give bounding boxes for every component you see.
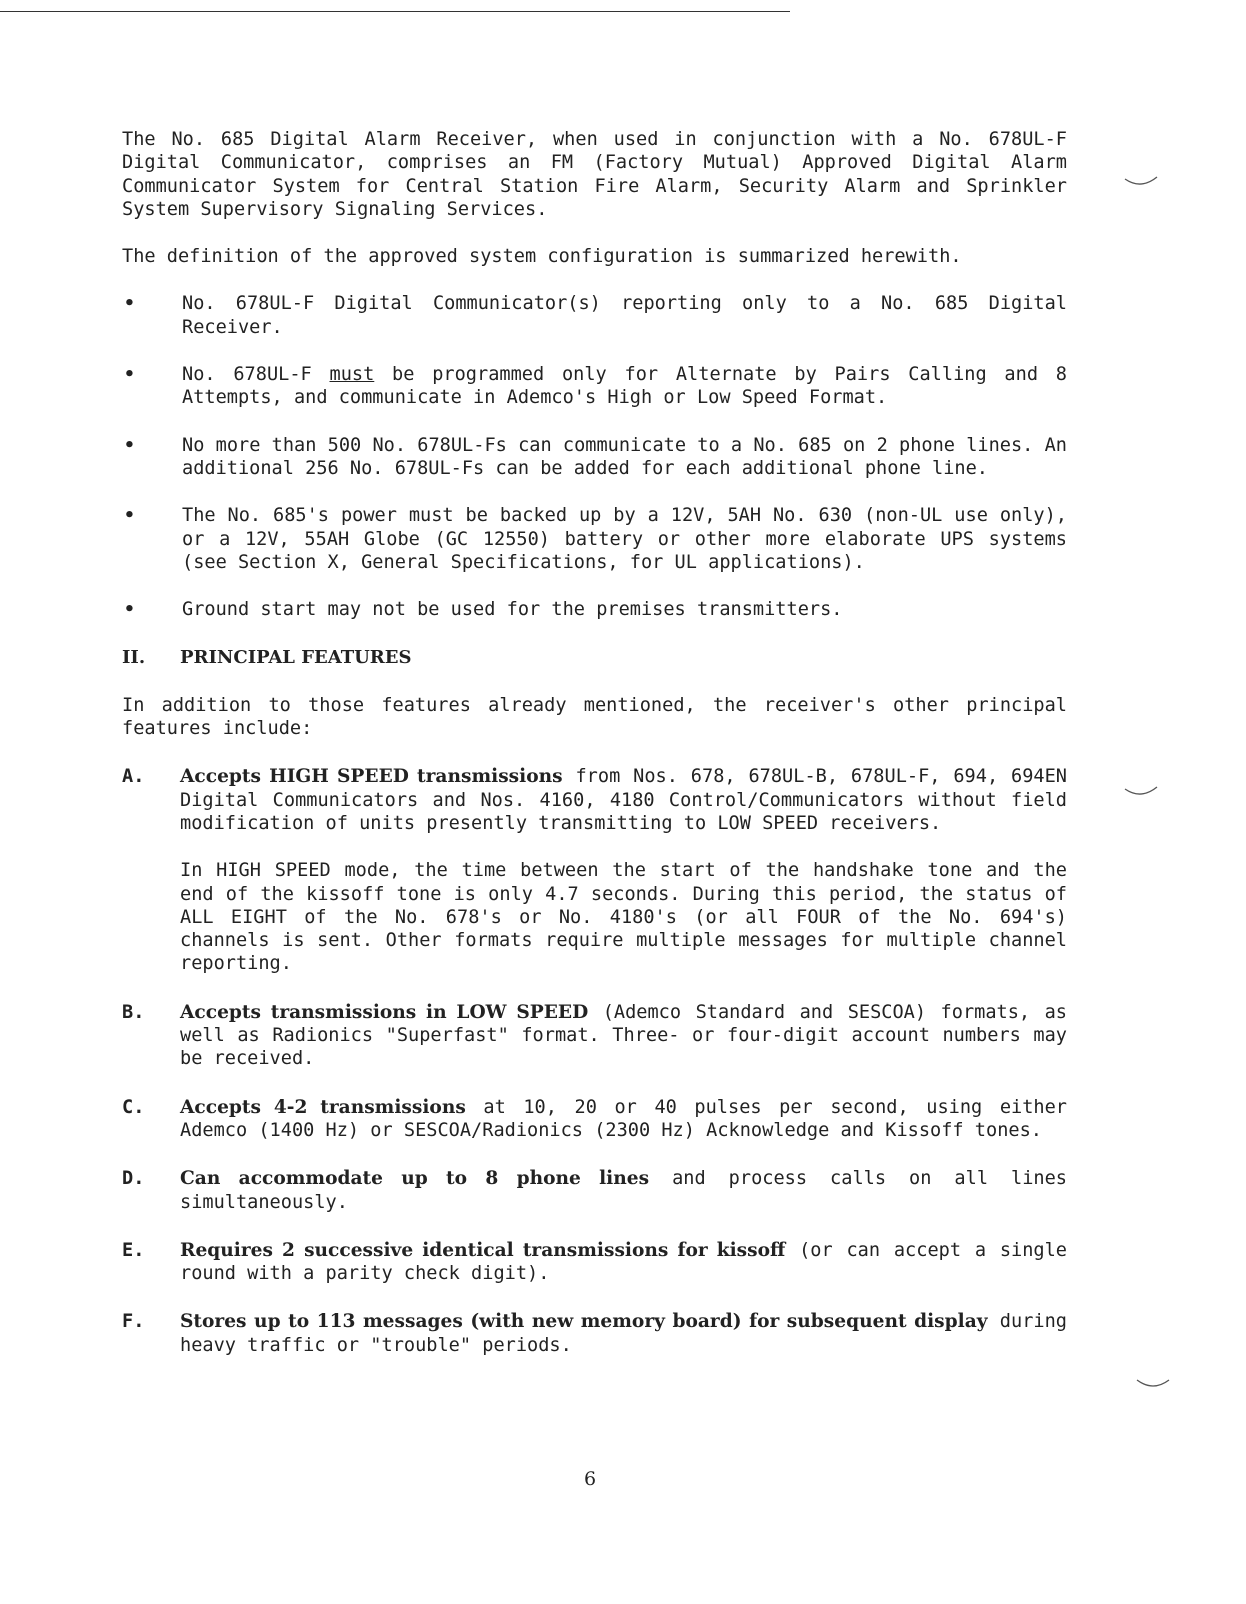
list-item xyxy=(122,363,1067,410)
bullet-icon: • xyxy=(124,293,135,315)
feature-letter: D. xyxy=(122,1168,145,1190)
bullet-text xyxy=(182,363,1067,410)
top-rule xyxy=(0,11,790,12)
feature-title: Accepts transmissions in LOW SPEED xyxy=(180,1001,589,1023)
bullet-text: No more than 500 No. 678UL-Fs can communicate to a No. 685 on 2 phone lines. An additional 256 No. 678UL-Fs can be added for each additional phone line. xyxy=(182,434,1067,479)
section-heading xyxy=(122,646,1067,669)
bullet-icon: • xyxy=(124,505,135,527)
list-item xyxy=(122,292,1067,339)
feature-text xyxy=(180,1167,1067,1214)
feature-letter: C. xyxy=(122,1096,145,1118)
bullet-text-post: be programmed only for Alternate by Pairs Calling and 8 Attempts, and communicate in Ademco's High or Low Speed Format. xyxy=(182,364,1067,409)
feature-text xyxy=(180,1096,1067,1143)
feature-title: Stores up to 113 messages (with new memory board) for subsequent display xyxy=(180,1311,988,1333)
feature-letter: E. xyxy=(122,1239,145,1261)
feature-title: Can accommodate up to 8 phone lines xyxy=(180,1168,650,1190)
definition-paragraph: The definition of the approved system configuration is summarized herewith. xyxy=(122,246,962,268)
list-item xyxy=(122,504,1067,574)
feature-detail: at 10, 20 or 40 pulses per second, using either Ademco (1400 Hz) or SESCOA/Radionics (2300 Hz) Acknowledge and Kissoff tones. xyxy=(180,1096,1067,1141)
feature-text xyxy=(180,1310,1067,1357)
emphasis-must: must xyxy=(329,364,375,386)
feature-detail: during heavy traffic or "trouble" periods. xyxy=(180,1311,1067,1356)
feature-item-f xyxy=(122,1310,1067,1357)
feature-letter: F. xyxy=(122,1311,145,1333)
feature-text xyxy=(180,765,1067,835)
section-intro: In addition to those features already mentioned, the receiver's other principal features include: xyxy=(122,694,1067,740)
feature-title: Requires 2 successive identical transmissions for kissoff xyxy=(180,1239,786,1261)
bullet-icon: • xyxy=(124,434,135,456)
feature-detail: from Nos. 678, 678UL-B, 678UL-F, 694, 694EN Digital Communicators and Nos. 4160, 4180 Control/Communicators without field modification of units presently transmitting to LOW SPEED receivers. xyxy=(180,766,1067,834)
bullet-text: Ground start may not be used for the premises transmitters. xyxy=(182,599,843,621)
feature-text xyxy=(180,1239,1067,1286)
bullet-text: The No. 685's power must be backed up by a 12V, 5AH No. 630 (non-UL use only), or a 12V, 55AH Globe (GC 12550) battery or other more elaborate UPS systems (see Section X, General Specifications, for UL applications). xyxy=(182,505,1067,573)
feature-letter: A. xyxy=(122,766,145,788)
feature-item-e xyxy=(122,1239,1067,1286)
section-title: PRINCIPAL FEATURES xyxy=(180,647,412,669)
feature-letter: B. xyxy=(122,1001,145,1023)
bullet-text-pre: No. 678UL-F xyxy=(182,364,330,386)
intro-paragraph: The No. 685 Digital Alarm Receiver, when used in conjunction with a No. 678UL-F Digital Communicator, comprises an FM (Factory Mutual) Approved Digital Alarm Communicator System for Central Station Fire Alarm, Security Alarm and Sprinkler System Supervisory Signaling Services. xyxy=(122,129,1067,220)
feature-detail: (or can accept a single round with a parity check digit). xyxy=(180,1239,1067,1285)
feature-title: Accepts 4-2 transmissions xyxy=(180,1096,466,1118)
list-item xyxy=(122,434,1067,481)
feature-item-a xyxy=(122,765,1067,975)
binder-hole-mark xyxy=(1136,1378,1170,1390)
bullet-icon: • xyxy=(124,599,135,621)
section-number: II. xyxy=(122,647,146,669)
feature-title: Accepts HIGH SPEED transmissions xyxy=(180,766,563,788)
feature-detail: (Ademco Standard and SESCOA) formats, as well as Radionics "Superfast" format. Three- or four-digit account numbers may be received. xyxy=(180,1001,1067,1070)
feature-extra-paragraph: In HIGH SPEED mode, the time between the start of the handshake tone and the end of the kissoff tone is only 4.7 seconds. During this period, the status of ALL EIGHT of the No. 678's or No. 4180's (or all FOUR of the No. 694's) channels is sent. Other formats require multiple messages for multiple channel reporting. xyxy=(180,860,1067,975)
bullet-text: No. 678UL-F Digital Communicator(s) reporting only to a No. 685 Digital Receiver. xyxy=(182,293,1067,338)
document-body xyxy=(122,128,1067,1357)
binder-hole-mark xyxy=(1124,176,1158,188)
list-item xyxy=(122,598,1067,621)
binder-hole-mark xyxy=(1124,786,1158,798)
feature-detail: and process calls on all lines simultaneously. xyxy=(180,1168,1067,1213)
feature-item-c xyxy=(122,1096,1067,1143)
feature-item-b xyxy=(122,1001,1067,1071)
feature-text xyxy=(180,1001,1067,1071)
page-number: 6 xyxy=(583,1468,597,1490)
bullet-icon: • xyxy=(124,364,135,386)
feature-item-d xyxy=(122,1167,1067,1214)
